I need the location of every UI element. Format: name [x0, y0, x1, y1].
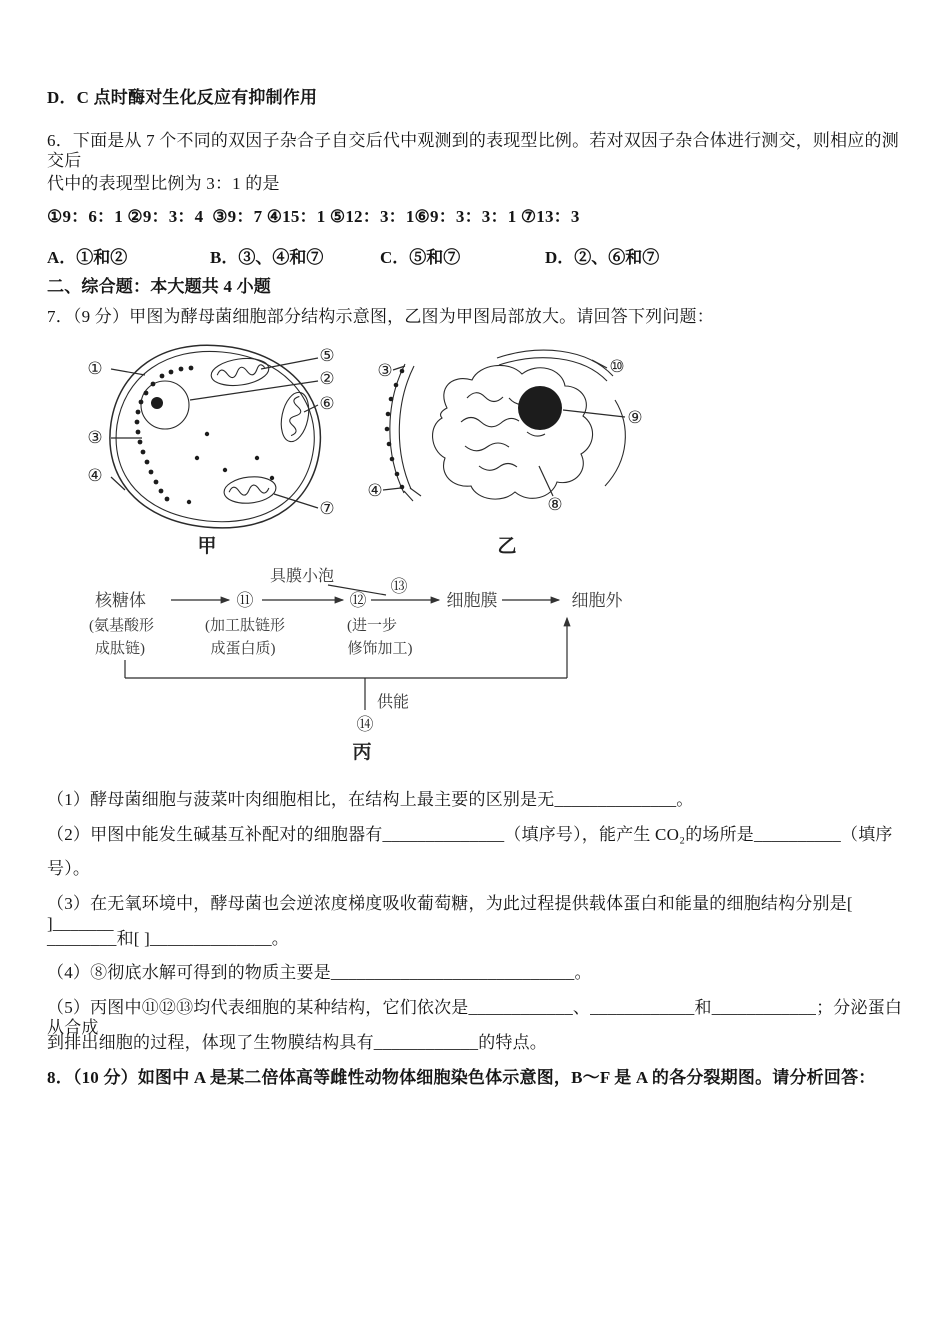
flow-12-note1: (进一步 — [347, 618, 397, 634]
figure-yi-detail-diagram — [367, 350, 642, 557]
flow-energy-connector — [125, 618, 567, 710]
q7-part3-line2: ________和[ ]______________。 — [47, 929, 289, 948]
flow-vesicle-label: 具膜小泡 — [269, 568, 335, 585]
jia-label-3: ③ — [87, 428, 103, 447]
jia-label-4: ④ — [87, 466, 103, 485]
flow-label-11: ⑪ — [236, 591, 254, 610]
option-d-line: D．C 点时酶对生化反应有抑制作用 — [47, 88, 318, 107]
flow-label-13: ⑬ — [390, 577, 408, 596]
q7-part1: （1）酵母菌细胞与菠菜叶肉细胞相比，在结构上最主要的区别是无______________。 — [47, 790, 694, 809]
cytoplasm-dots — [187, 432, 274, 504]
figure-jia-cell-diagram — [87, 345, 334, 557]
golgi-network-blob — [433, 365, 593, 499]
jia-label-6: ⑥ — [319, 394, 335, 413]
q7-part3-line1: （3）在无氧环境中，酵母菌也会逆浓度梯度吸收葡萄糖，为此过程提供载体蛋白和能量的细胞结构分别是[ ]_______ — [47, 894, 858, 933]
q6-choice-c: C．⑤和⑦ — [380, 248, 461, 267]
flow-label-14: ⑭ — [356, 715, 374, 734]
q8-intro: 8．（10 分）如图中 A 是某二倍体高等雌性动物体细胞染色体示意图，B～F 是 A 的各分裂期图。请分析回答： — [47, 1068, 876, 1087]
flow-11-note2: 成蛋白质) — [210, 641, 276, 657]
bing-caption: 丙 — [352, 742, 372, 763]
yi-label-10: ⑩ — [609, 357, 625, 376]
yi-caption: 乙 — [497, 536, 517, 557]
q7-part2-line1: （2）甲图中能发生碱基互补配对的细胞器有______________（填序号），能产生 CO₂的场所是__________（填序 — [47, 825, 893, 844]
yi-label-9: ⑨ — [627, 408, 643, 427]
q6-choices — [47, 243, 909, 265]
flow-ribosome-note2: 成肽链) — [95, 641, 145, 657]
cell-wall-outline — [110, 345, 321, 528]
q6-line2: 代中的表现型比例为 3：1 的是 — [47, 174, 280, 193]
mitochondrion-shape-bottom — [223, 474, 277, 505]
jia-label-5: ⑤ — [319, 346, 335, 365]
q7-intro: 7．（9 分）甲图为酵母菌细胞部分结构示意图，乙图为甲图局部放大。请回答下列问题： — [47, 307, 714, 326]
right-membrane-arc — [605, 400, 625, 486]
q6-choice-d: D．②、⑥和⑦ — [545, 248, 660, 267]
nucleus-shape — [141, 381, 189, 429]
flow-energy-label: 供能 — [377, 694, 410, 711]
jia-label-2: ② — [319, 369, 335, 388]
jia-caption: 甲 — [197, 536, 217, 557]
flow-label-12: ⑫ — [349, 591, 367, 610]
q7-part5-line2: 到排出细胞的过程，体现了生物膜结构具有____________的特点。 — [47, 1033, 547, 1052]
q7-part2-line2: 号）。 — [47, 859, 91, 878]
jia-label-1: ① — [87, 359, 103, 378]
mitochondrion-shape-top — [209, 355, 270, 389]
er-arc-ribosome-dots — [385, 369, 405, 490]
rough-er-arc-inner — [399, 366, 414, 489]
q6-line1: 6．下面是从 7 个不同的双因子杂合子自交后代中观测到的表现型比例。若对双因子杂合体进行测交，则相应的测交后 — [47, 131, 899, 170]
section2-header: 二、综合题：本大题共 4 小题 — [47, 277, 271, 296]
flow-outside-label: 细胞外 — [571, 591, 623, 610]
yi-leader-lines — [383, 360, 625, 496]
dark-vesicle-shape — [518, 386, 562, 430]
yi-label-3: ③ — [377, 361, 393, 380]
q6-ratios: ①9：6：1 ②9：3：4 ③9：7 ④15：1 ⑤12：3：1⑥9：3：3：1 ⑦13：3 — [47, 207, 580, 226]
flow-ribosome-label: 核糖体 — [95, 591, 146, 610]
biology-diagram — [47, 338, 909, 768]
er-ribosome-dots — [135, 366, 194, 502]
er-fork-structure — [404, 488, 421, 501]
mitochondrion-shape-right — [277, 390, 313, 444]
flow-12-note2: 修饰加工) — [347, 641, 413, 657]
yi-label-8: ⑧ — [547, 495, 563, 514]
jia-label-7: ⑦ — [319, 499, 335, 518]
q7-part5-line1: （5）丙图中⑪⑫⑬均代表细胞的某种结构，它们依次是____________、____________和____________；分泌蛋白从合成 — [47, 998, 903, 1037]
flow-11-note1: (加工肽链形 — [205, 618, 285, 634]
figure-bing-flowchart — [89, 567, 623, 763]
flow-membrane-label: 细胞膜 — [446, 591, 498, 610]
flow-ribosome-note1: (氨基酸形 — [89, 618, 154, 634]
q7-figures — [47, 338, 909, 768]
q6-choice-a: A．①和② — [47, 248, 128, 267]
yi-label-4: ④ — [367, 481, 383, 500]
q7-part4: （4）⑧彻底水解可得到的物质主要是____________________________。 — [47, 963, 592, 982]
q6-choice-b: B．③、④和⑦ — [210, 248, 324, 267]
